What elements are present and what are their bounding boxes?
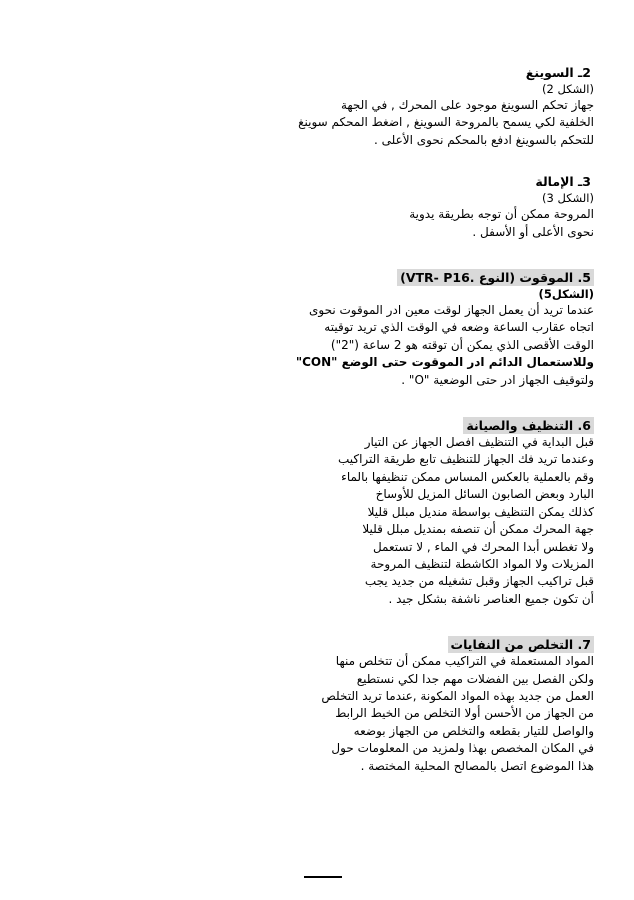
paragraph-line: وللاستعمال الدائم ادر الموقوت حتى الوضع "CON" — [295, 355, 594, 370]
paragraph-line: كذلك يمكن التنظيف بواسطة منديل مبلل قليلا — [367, 504, 594, 519]
paragraph-line: العمل من جديد بهذه المواد المكونة ,عندما تريد التخلص — [321, 688, 594, 703]
section-swing — [274, 62, 594, 149]
paragraph-line: المواد المستعملة في التراكيب ممكن أن تتخلص منها — [335, 654, 594, 669]
paragraph-line: الوقت الأقصى الذي يمكن أن توقته هو 2 ساعة ("2") — [330, 337, 594, 352]
paragraph-line: عندما تريد أن يعمل الجهاز لوقت معين ادر الموقوت نحوى — [309, 303, 594, 318]
paragraph-line: جهة المحرك ممكن أن تنصفه بمنديل مبلل قليلا — [362, 522, 594, 537]
section-heading: 2ـ السوينغ — [525, 65, 591, 80]
paragraph-line: اتجاه عقارب الساعة وضعه في الوقت الذي تريد توقيته — [324, 320, 594, 335]
paragraph-line: البارد وبعض الصابون السائل المزيل للأوساخ — [375, 487, 594, 502]
paragraph-line: أن تكون جميع العناصر ناشفة بشكل جيد . — [388, 591, 594, 606]
figure-reference: (الشكل5) — [538, 287, 594, 302]
paragraph-line: قبل تراكيب الجهاز وقبل تشغيله من جديد يجب — [364, 574, 594, 589]
paragraph-line: للتحكم بالسوينغ ادفع بالمحكم نحوى الأعلى . — [374, 132, 594, 147]
section-heading: 3ـ الإمالة — [535, 174, 591, 190]
paragraph-line: الخلفية لكي يسمح بالمروحة السوينغ , اضغط المحكم سوينغ — [298, 115, 594, 130]
paragraph-line: نحوى الأعلى أو الأسفل . — [472, 224, 594, 239]
paragraph-line: هذا الموضوع اتصل بالمصالح المحلية المختصة . — [360, 758, 594, 773]
paragraph-line: في المكان المخصص بهذا ولمزيد من المعلومات حول — [331, 741, 594, 756]
section-heading: 5. الموقوت (النوع .VTR- P16) — [397, 269, 594, 286]
paragraph-line: من الجهاز من الأحسن أولا التخلص من الخيط الرابط — [335, 706, 594, 721]
paragraph-line: قبل البداية في التنظيف افصل الجهاز عن التيار — [364, 435, 594, 450]
paragraph-line: وقم بالعملية بالعكس المساس ممكن تنظيفها بالماء — [341, 469, 594, 484]
section-timer — [274, 267, 594, 389]
paragraph-line: ولا تغطس أبدا المحرك في الماء , لا تستعمل — [372, 539, 594, 554]
paragraph-line: ولتوقيف الجهاز ادر حتى الوضعية "O" . — [401, 372, 594, 387]
figure-reference: (الشكل 2) — [542, 82, 594, 96]
section-heading: 6. التنظيف والصيانة — [463, 417, 594, 434]
paragraph-line: ولكن الفصل بين الفضلات مهم جدا لكي نستطيع — [356, 671, 594, 686]
section-tilt — [274, 171, 594, 241]
paragraph-line: المزيلات ولا المواد الكاشطة لتنظيف المروحة — [370, 556, 594, 571]
paragraph-line: جهاز تحكم السوينغ موجود على المحرك , في الجهة — [340, 98, 594, 112]
section-disposal — [274, 634, 594, 775]
section-cleaning — [274, 415, 594, 608]
paragraph-line: وعندما تريد فك الجهاز للتنظيف تابع طريقة التراكيب — [337, 452, 594, 467]
footer-divider — [304, 876, 342, 878]
paragraph-line: والواصل للتيار بقطعه والتخلص من الجهاز بوضعه — [353, 723, 594, 738]
paragraph-line: المروحة ممكن أن توجه بطريقة يدوية — [409, 207, 594, 222]
text-column — [274, 62, 594, 775]
section-heading: 7. التخلص من النفايات — [448, 636, 594, 653]
figure-reference: (الشكل 3) — [542, 191, 594, 206]
